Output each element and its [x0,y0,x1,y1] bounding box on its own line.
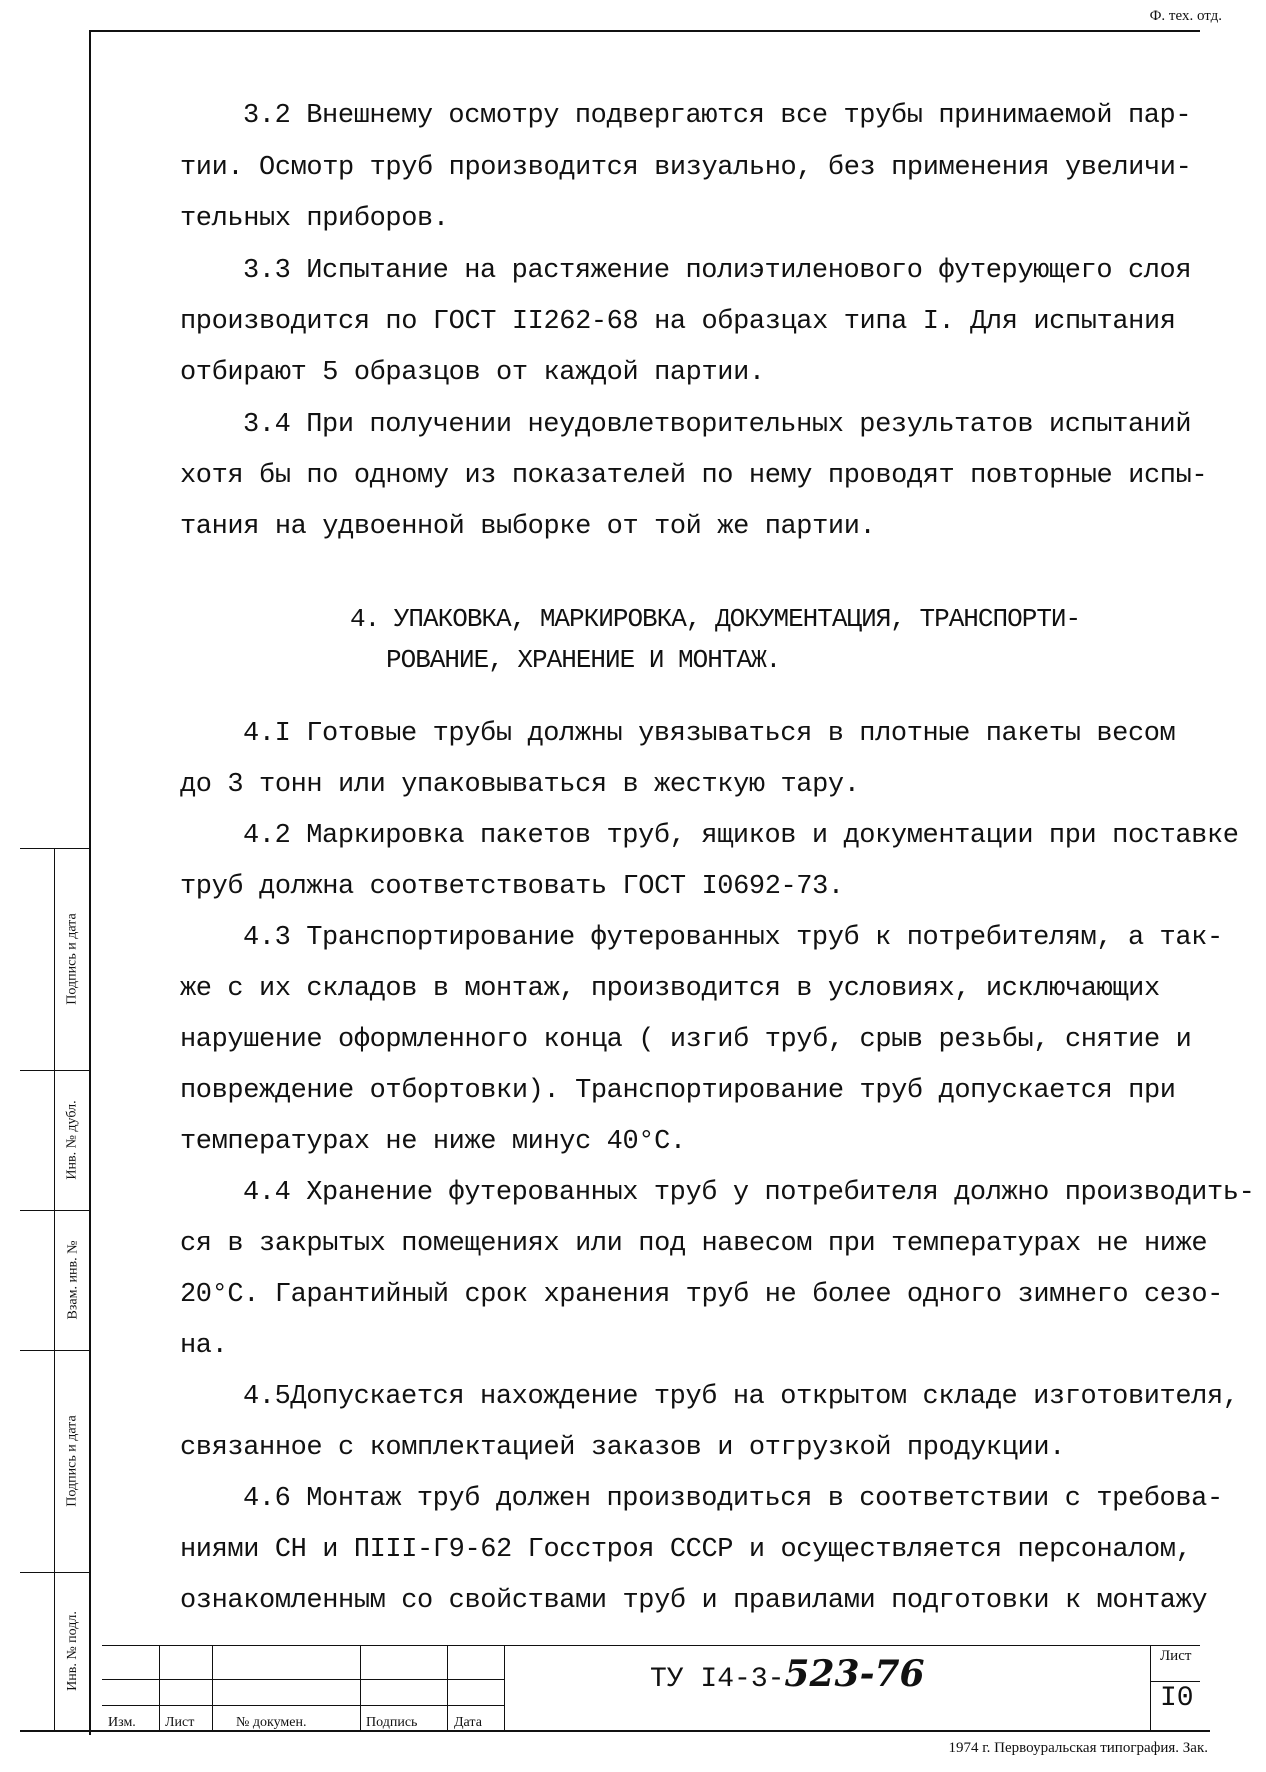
text-line: 4.5Допускается нахождение труб на открытом складе изготовителя, [243,1382,1239,1412]
document-code [650,1653,925,1695]
text-line: 4.6 Монтаж труб должен производиться в соответствии с требова- [243,1484,1223,1514]
document-code-printed: ТУ I4-3- [650,1664,785,1695]
title-block-col-line [212,1645,213,1730]
text-line: тии. Осмотр труб производится визуально, без применения увеличи- [180,153,1192,183]
text-line: 3.3 Испытание на растяжение полиэтиленового футерующего слоя [243,256,1192,286]
text-line: 3.4 При получении неудовлетворительных результатов испытаний [243,410,1192,440]
text-line: до 3 тонн или упаковываться в жесткую тару. [180,770,860,800]
col-doc-label: № докумен. [236,1715,307,1730]
col-sign-label: Подпись [366,1715,418,1730]
text-line: отбирают 5 образцов от каждой партии. [180,358,765,388]
col-change-label: Изм. [108,1715,136,1730]
document-code-handwritten: 523-76 [784,1653,925,1695]
title-block-col-line [447,1645,448,1730]
sheet-label: Лист [1160,1648,1192,1664]
text-line: тания на удвоенной выборке от той же партии. [180,512,876,542]
text-line: производится по ГОСТ II262-68 на образцах типа I. Для испытания [180,307,1176,337]
text-line: хотя бы по одному из показателей по нему проводят повторные испы- [180,461,1208,491]
text-line: 4.I Готовые трубы должны увязываться в плотные пакеты весом [243,719,1176,749]
title-block-top-line [102,1645,1200,1646]
text-line: 4.4 Хранение футерованных труб у потребителя должно производить- [243,1178,1255,1208]
department-label: Ф. тех. отд. [1149,8,1222,24]
text-line: нарушение оформленного конца ( изгиб труб, срыв резьбы, снятие и [180,1025,1192,1055]
side-stamp-replace-inv [60,1210,86,1350]
text-line: 4.3 Транспортирование футерованных труб к потребителям, а так- [243,923,1223,953]
side-stamp-empty-column [20,848,55,1730]
text-line: 4.2 Маркировка пакетов труб, ящиков и документации при поставке [243,821,1239,851]
title-block-sheet-divider [1150,1681,1200,1682]
side-stamp-dup-inv [60,1070,86,1210]
title-block-col-line [360,1645,361,1730]
text-line: 20°С. Гарантийный срок хранения труб не более одного зимнего сезо- [180,1280,1223,1310]
title-block-row-line [102,1705,504,1706]
text-line: связанное с комплектацией заказов и отгрузкой продукции. [180,1433,1065,1463]
side-stamp-signature-date-1 [60,848,86,1070]
side-stamp-label: Взам. инв. № [65,1240,80,1320]
side-stamp-signature-date-2 [60,1350,86,1572]
side-stamp-label: Инв. № подл. [65,1611,80,1691]
side-stamp [20,848,90,1730]
text-line: температурах не ниже минус 40°С. [180,1127,686,1157]
text-line: тельных приборов. [180,204,449,234]
frame-bottom-line [20,1730,1210,1732]
side-stamp-label: Подпись и дата [65,913,81,1005]
text-line: труб должна соответствовать ГОСТ I0692-73. [180,872,844,902]
text-line: ознакомленным со свойствами труб и правилами подготовки к монтажу [180,1586,1208,1616]
printer-line: 1974 г. Первоуральская типография. Зак. [948,1740,1208,1756]
frame-top-line [90,30,1200,32]
title-block-row-line [102,1679,504,1680]
text-line: ся в закрытых помещениях или под навесом при температурах не ниже [180,1229,1208,1259]
section-heading-line-1: 4. УПАКОВКА, МАРКИРОВКА, ДОКУМЕНТАЦИЯ, ТРАНСПОРТИ- [350,604,1081,634]
col-date-label: Дата [454,1715,482,1730]
text-line: 3.2 Внешнему осмотру подвергаются все трубы принимаемой пар- [243,101,1192,131]
section-heading-line-2: РОВАНИЕ, ХРАНЕНИЕ И МОНТАЖ. [386,645,781,675]
text-line: ниями СН и ПIII-Г9-62 Госстроя СССР и осуществляется персоналом, [180,1535,1192,1565]
title-block-col-line [1150,1645,1151,1730]
title-block-col-line [159,1645,160,1730]
text-line: повреждение отбортовки). Транспортирование труб допускается при [180,1076,1176,1106]
col-sheet-label: Лист [165,1715,195,1730]
sheet-number: I0 [1160,1683,1194,1714]
title-block-col-line [504,1645,505,1730]
side-stamp-orig-inv [60,1572,86,1730]
text-line: же с их складов в монтаж, производится в условиях, исключающих [180,974,1160,1004]
text-line: на. [180,1331,228,1361]
side-stamp-label: Инв. № дубл. [65,1100,80,1180]
side-stamp-label: Подпись и дата [65,1415,81,1507]
